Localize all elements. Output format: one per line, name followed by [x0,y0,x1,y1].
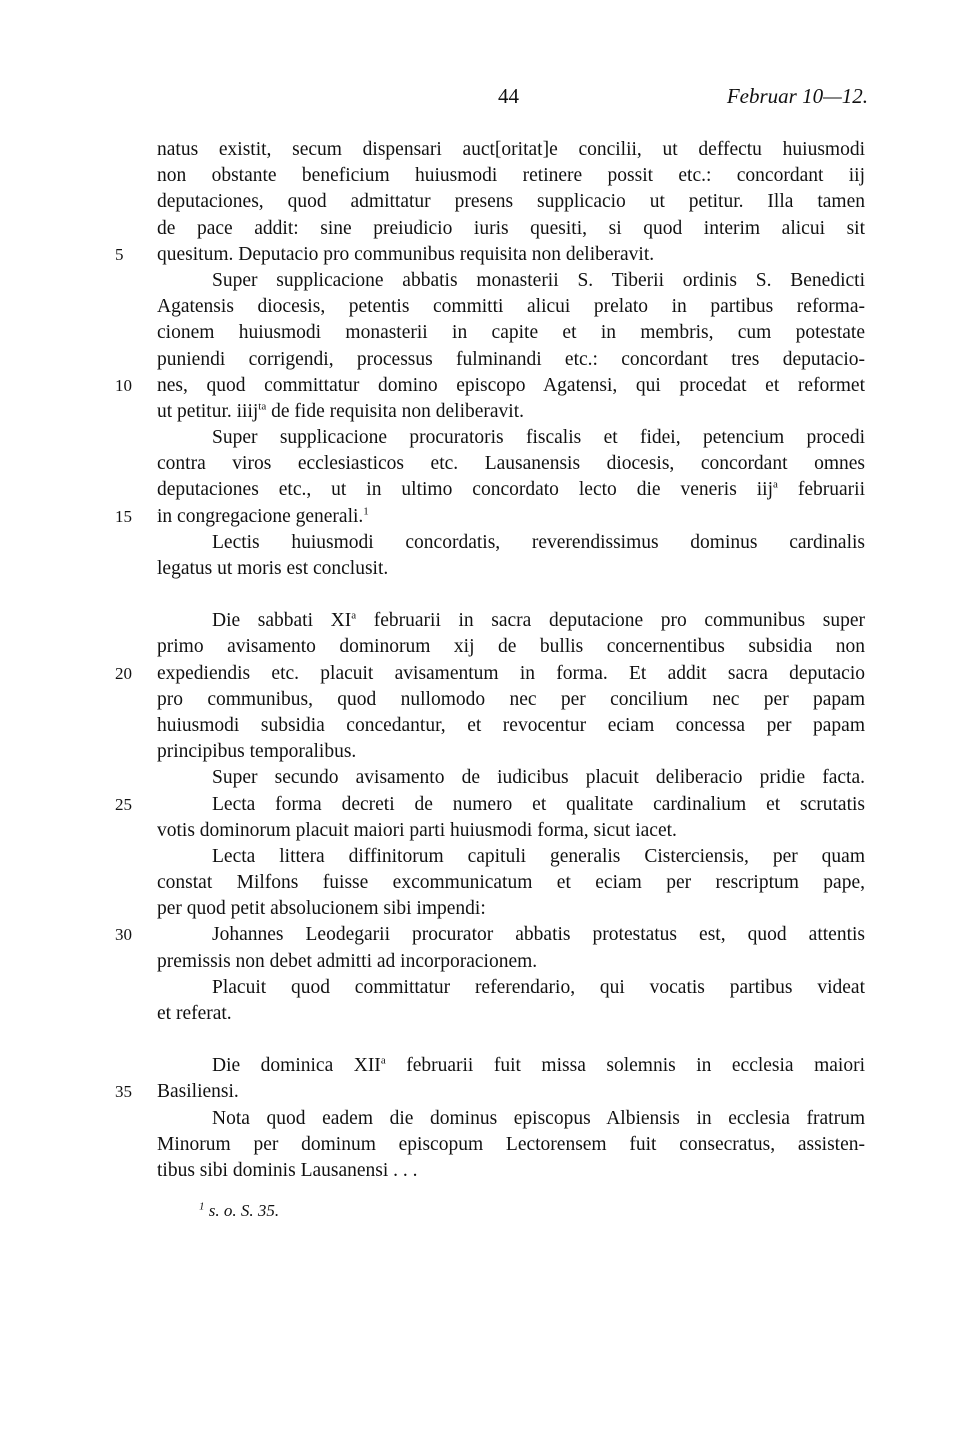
line-text: Lecta forma decreti de numero et qualitate cardinalium et scrutatis [212,793,865,815]
text-line [115,242,865,268]
line-number: 5 [115,244,124,264]
line-number: 25 [115,794,132,814]
text-line: et referat. [157,1003,232,1024]
line-number: 15 [115,506,132,526]
line-text: Die sabbati XI [212,610,352,632]
text-line [115,922,865,948]
text-line [157,1053,865,1079]
body-text [115,137,865,1224]
footnote-ref: 1 [363,505,369,518]
text-line: Super secundo avisamento de iudicibus placuit deliberacio pridie facta. [212,767,865,789]
text-line [157,399,865,425]
text-line: Lecta littera diffinitorum capituli generalis Cisterciensis, per quam [212,845,865,867]
superscript: ta [258,400,267,413]
text-line: principibus temporalibus. [157,741,357,763]
line-text: deputaciones etc., ut in ultimo concordato lecto die veneris iij [157,479,774,501]
text-line: Super supplicacione procuratoris fiscalis et fidei, petencium procedi [212,427,865,449]
line-number: 30 [115,925,132,945]
text-line [115,792,865,818]
line-text: expediendis etc. placuit avisamentum in forma. Et addit sacra deputacio [157,662,865,684]
text-line: natus existit, secum dispensari auct[oritat]e concilii, ut deffectu huiusmodi [157,139,865,160]
section-gap [157,1027,865,1053]
text-line [115,373,865,399]
footnote-mark: 1 [199,1200,205,1213]
text-line: puniendi corrigendi, processus fulminandi etc.: concordant tres deputacio- [157,348,865,370]
line-text: februarii [777,479,865,501]
text-line: de pace addit: sine preiudicio iuris quesiti, si quod interim alicui sit [157,217,865,239]
line-text: ut petitur. iiij [157,400,259,422]
running-head: Februar 10—12. [726,84,868,108]
line-text: februarii fuit missa solemnis in ecclesia maiori [385,1055,865,1077]
text-line: contra viros ecclesiasticos etc. Lausanensis diocesis, concordant omnes [157,453,865,475]
text-line: pro communibus, quod nullomodo nec per concilium nec per papam [157,688,865,710]
line-number: 10 [115,375,132,395]
text-line: Nota quod eadem die dominus episcopus Albiensis in ecclesia fratrum [212,1107,865,1129]
text-line: deputaciones, quod admittatur presens supplicacio ut petitur. Illa tamen [157,191,865,213]
text-line: Minorum per dominum episcopum Lectorensem fuit consecratus, assisten- [157,1133,865,1155]
footnote-text: s. o. S. 35. [208,1201,280,1221]
line-text: Basiliensi. [157,1081,239,1103]
text-line: primo avisamento dominorum xij de bullis concernentibus subsidia non [157,636,865,658]
text-line: cionem huiusmodi monasterii in capite et in membris, cum potestate [157,322,865,344]
section-gap [157,582,865,608]
superscript: a [380,1054,386,1067]
text-line [115,1079,865,1105]
text-line: Agatensis diocesis, petentis committi alicui prelato in partibus reforma- [157,296,865,318]
line-text: Johannes Leodegarii procurator abbatis protestatus est, quod attentis [212,924,865,946]
superscript: a [773,478,778,491]
footnote [157,1198,865,1224]
text-line: non obstante beneficium huiusmodi retinere possit etc.: concordant iij [157,165,865,187]
text-line [157,477,865,503]
text-line [115,661,865,687]
line-number: 20 [115,663,132,683]
line-text: Die dominica XII [212,1055,381,1077]
text-line: Lectis huiusmodi concordatis, reverendissimus dominus cardinalis [212,531,865,553]
text-line: Super supplicacione abbatis monasterii S. Tiberii ordinis S. Benedicti [212,269,865,291]
line-text: de fide requisita non deliberavit. [266,400,524,422]
line-text: quesitum. Deputacio pro communibus requisita non deliberavit. [157,243,655,265]
line-text: in congregacione generali. [157,505,364,527]
line-text: februarii in sacra deputacione pro communibus super [356,610,865,632]
text-line [115,504,865,530]
text-line: huiusmodi subsidia concedantur, et revocentur eciam concessa per papam [157,714,865,736]
superscript: a [351,609,357,622]
text-line: per quod petit absolucionem sibi impendi: [157,898,486,920]
page-header [0,84,960,116]
page-number: 44 [498,84,519,108]
text-line: legatus ut moris est conclusit. [157,558,389,579]
text-line: Placuit quod committatur referendario, qui vocatis partibus videat [212,976,865,998]
text-line: tibus sibi dominis Lausanensi . . . [157,1159,418,1181]
line-text: nes, quod committatur domino episcopo Agatensi, qui procedat et reformet [157,374,865,396]
text-line: constat Milfons fuisse excommunicatum et eciam per rescriptum pape, [157,872,865,894]
text-line [157,608,865,634]
text-line: premissis non debet admitti ad incorporacionem. [157,950,538,972]
text-line: votis dominorum placuit maiori parti huiusmodi forma, sicut iacet. [157,819,677,841]
line-number: 35 [115,1082,132,1102]
